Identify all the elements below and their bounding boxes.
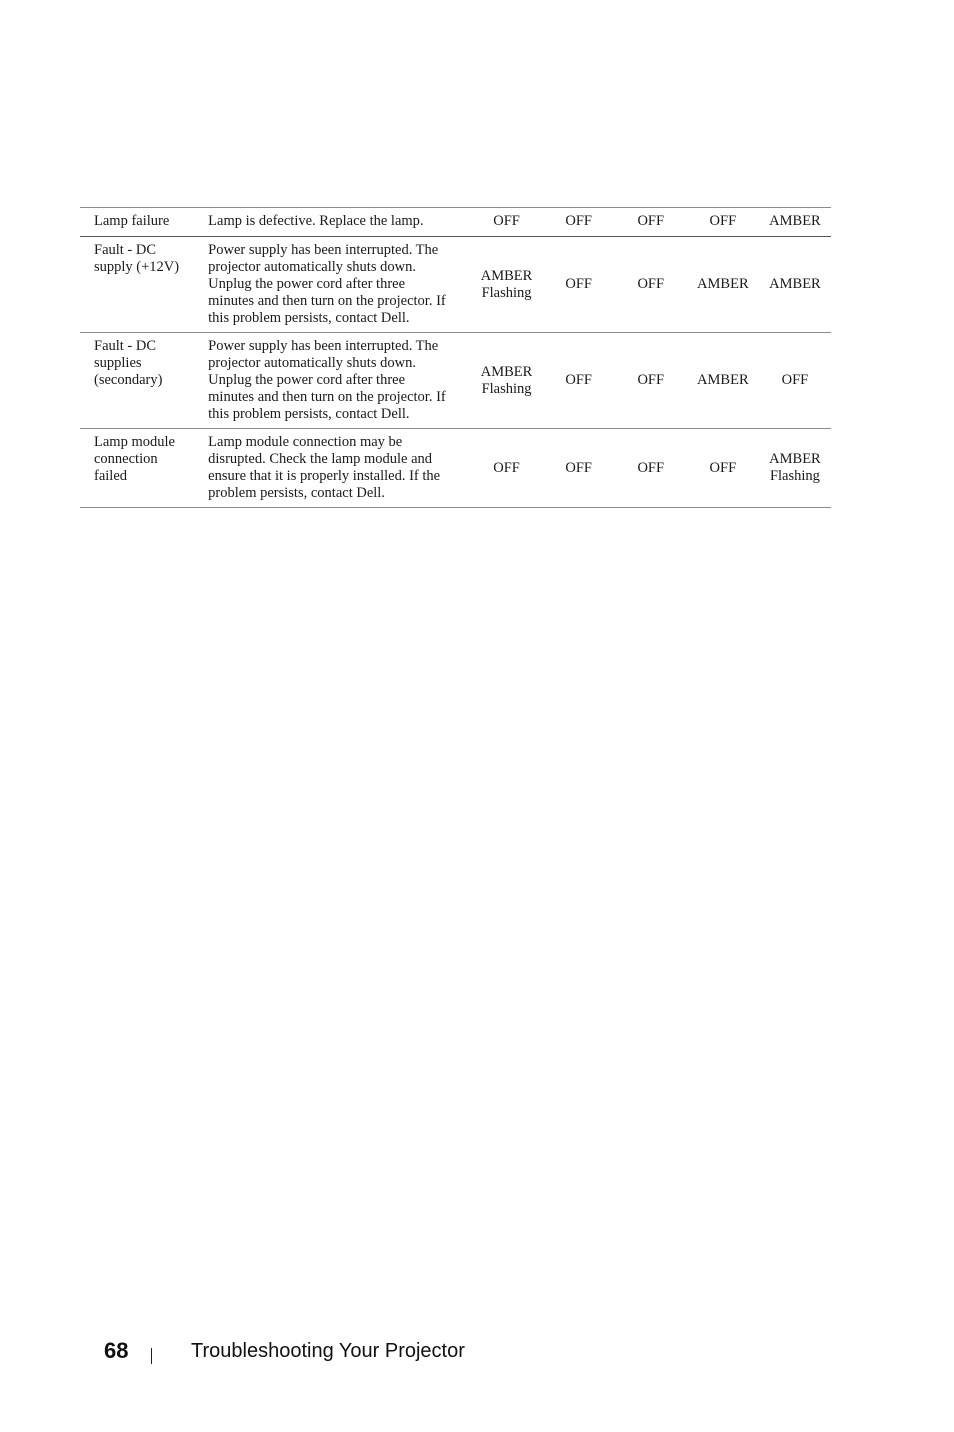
status-value: OFF <box>565 276 592 292</box>
description-line: Lamp is defective. Replace the lamp. <box>208 213 424 229</box>
description-line: Power supply has been interrupted. The <box>208 338 439 354</box>
status-cell <box>471 333 543 429</box>
description-cell <box>198 208 470 237</box>
status-cell <box>615 237 687 333</box>
led-status-table <box>80 207 831 508</box>
status-value: OFF <box>493 213 520 229</box>
status-modifier: Flashing <box>481 284 532 301</box>
description-line: this problem persists, contact Dell. <box>208 310 410 326</box>
status-cell <box>471 429 543 508</box>
description-line: Unplug the power cord after three <box>208 372 406 388</box>
table-row <box>80 237 831 333</box>
condition-cell <box>80 333 198 429</box>
description-line: ensure that it is properly installed. If the <box>208 468 441 484</box>
status-value: AMBER <box>480 267 533 284</box>
description-line: projector automatically shuts down. <box>208 259 416 275</box>
condition-line: Fault - DC <box>94 338 157 354</box>
status-value: OFF <box>565 372 592 388</box>
status-cell <box>615 333 687 429</box>
table-row <box>80 208 831 237</box>
status-cell <box>471 237 543 333</box>
description-cell <box>198 429 470 508</box>
condition-cell <box>80 208 198 237</box>
status-value: OFF <box>709 213 737 229</box>
status-cell <box>543 237 615 333</box>
status-value: AMBER <box>769 276 821 292</box>
status-modifier: Flashing <box>769 468 820 484</box>
status-value: OFF <box>637 459 665 476</box>
status-value: AMBER <box>697 372 749 388</box>
status-cell <box>759 429 831 508</box>
condition-line: Fault - DC <box>94 242 157 258</box>
table-row <box>80 333 831 429</box>
status-cell <box>687 237 759 333</box>
condition-cell <box>80 429 198 508</box>
status-value: OFF <box>637 372 665 388</box>
section-title: Troubleshooting Your Projector <box>191 1340 465 1362</box>
status-cell <box>543 208 615 237</box>
status-cell <box>543 333 615 429</box>
status-cell <box>759 208 831 237</box>
condition-line: supply (+12V) <box>94 259 180 275</box>
status-cell <box>759 237 831 333</box>
description-line: Power supply has been interrupted. The <box>208 242 439 258</box>
table-row <box>80 429 831 508</box>
status-cell <box>759 333 831 429</box>
status-cell <box>615 208 687 237</box>
description-line: minutes and then turn on the projector. If <box>208 389 446 405</box>
status-cell <box>687 208 759 237</box>
status-value: OFF <box>637 276 665 292</box>
status-cell <box>687 429 759 508</box>
description-line: this problem persists, contact Dell. <box>208 406 410 422</box>
description-line: Lamp module connection may be <box>208 434 403 450</box>
status-cell <box>471 208 543 237</box>
status-value: AMBER <box>480 363 533 380</box>
status-value: OFF <box>781 372 809 388</box>
status-cell <box>543 429 615 508</box>
condition-line: (secondary) <box>94 372 163 388</box>
status-value: OFF <box>565 213 592 229</box>
description-line: problem persists, contact Dell. <box>208 485 385 501</box>
condition-line: supplies <box>94 355 142 371</box>
status-value: AMBER <box>697 276 749 292</box>
description-cell <box>198 333 470 429</box>
status-modifier: Flashing <box>481 380 532 397</box>
status-cell <box>687 333 759 429</box>
condition-line: Lamp module <box>94 434 175 450</box>
status-value: AMBER <box>769 213 821 229</box>
condition-line: connection <box>94 451 158 467</box>
description-cell <box>198 237 470 333</box>
condition-line: Lamp failure <box>94 213 170 229</box>
status-value: OFF <box>565 459 592 476</box>
condition-line: failed <box>94 468 128 484</box>
description-line: Unplug the power cord after three <box>208 276 406 292</box>
status-value: OFF <box>709 459 737 476</box>
description-line: projector automatically shuts down. <box>208 355 416 371</box>
description-line: disrupted. Check the lamp module and <box>208 451 433 467</box>
footer-divider <box>151 1348 152 1364</box>
status-value: OFF <box>493 459 520 476</box>
condition-cell <box>80 237 198 333</box>
status-cell <box>615 429 687 508</box>
status-value: OFF <box>637 213 665 229</box>
page-number: 68 <box>104 1338 129 1363</box>
status-value: AMBER <box>769 451 821 467</box>
page-footer <box>0 1336 954 1370</box>
description-line: minutes and then turn on the projector. If <box>208 293 446 309</box>
